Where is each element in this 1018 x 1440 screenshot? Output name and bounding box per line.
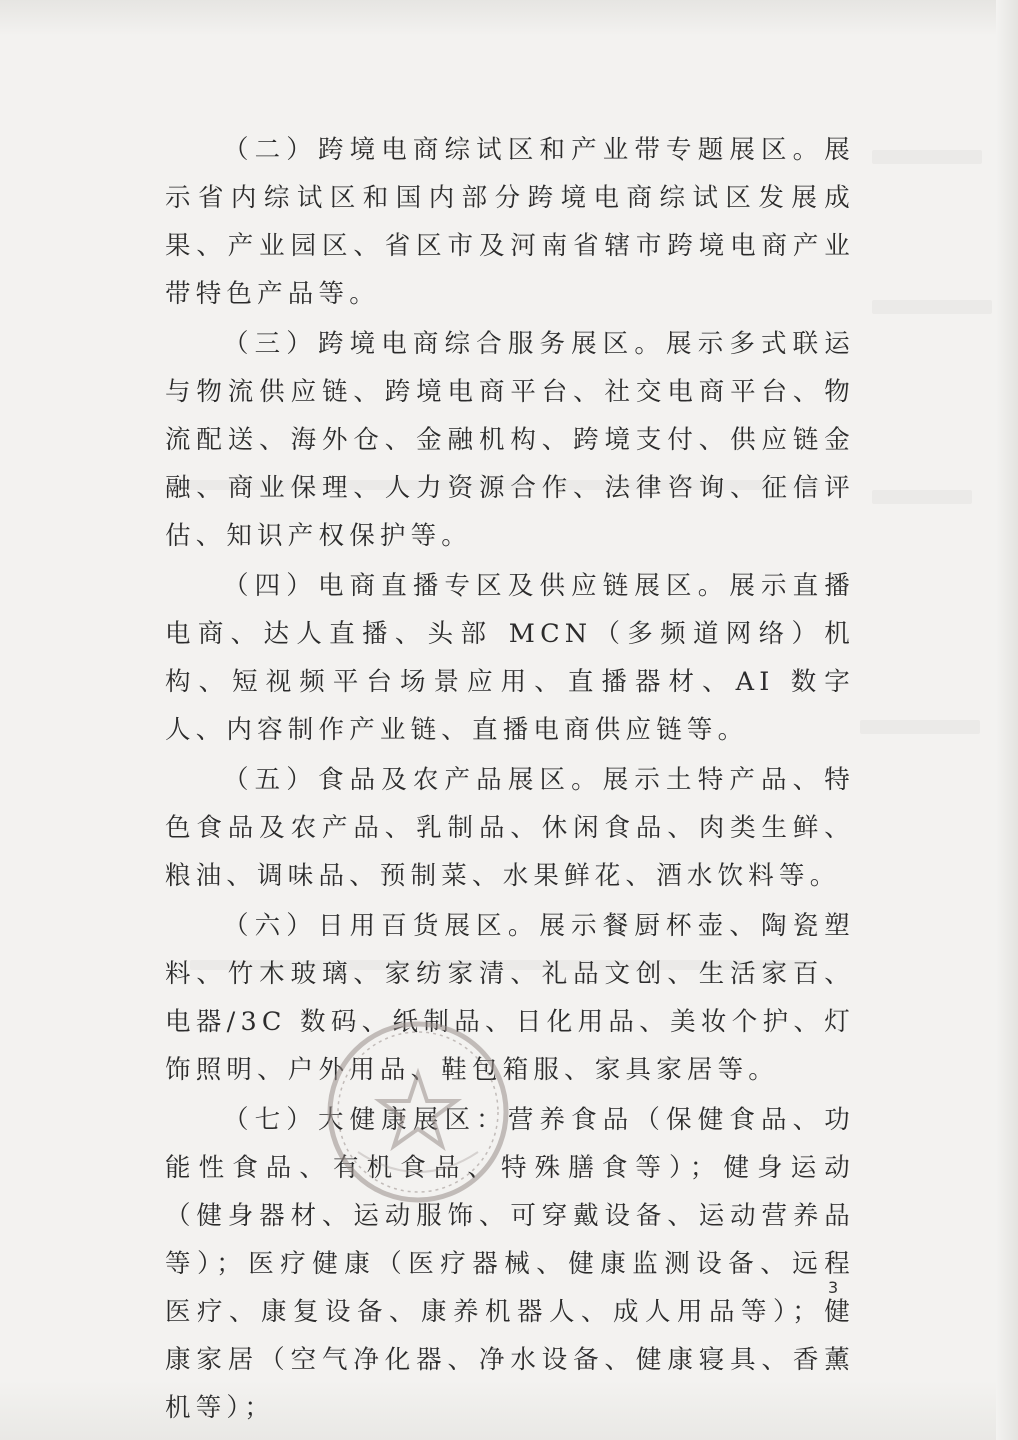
page-number: 3 xyxy=(828,1278,839,1297)
paragraph-zone-3: （三）跨境电商综合服务展区。展示多式联运与物流供应链、跨境电商平台、社交电商平台、物流配送、海外仓、金融机构、跨境支付、供应链金融、商业保理、人力资源合作、法律咨询、征信评估、知识产权保护等。 xyxy=(165,329,855,551)
show-through-mark xyxy=(872,300,992,314)
document-body xyxy=(165,126,855,1434)
show-through-mark xyxy=(872,490,972,504)
scan-edge-right xyxy=(996,0,1018,1440)
paragraph-zone-4: （四）电商直播专区及供应链展区。展示直播电商、达人直播、头部 MCN（多频道网络）机构、短视频平台场景应用、直播器材、AI 数字人、内容制作产业链、直播电商供应链等。 xyxy=(165,571,855,745)
paragraph-zone-6: （六）日用百货展区。展示餐厨杯壶、陶瓷塑料、竹木玻璃、家纺家清、礼品文创、生活家百、电器/3C 数码、纸制品、日化用品、美妆个护、灯饰照明、户外用品、鞋包箱服、家具家居等。 xyxy=(165,911,855,1085)
show-through-mark xyxy=(860,720,980,734)
paragraph-zone-5: （五）食品及农产品展区。展示土特产品、特色食品及农产品、乳制品、休闲食品、肉类生鲜、粮油、调味品、预制菜、水果鲜花、酒水饮料等。 xyxy=(165,765,855,891)
show-through-mark xyxy=(872,150,982,164)
scan-edge-top xyxy=(0,0,1018,36)
paragraph-zone-7: （七）大健康展区：营养食品（保健食品、功能性食品、有机食品、特殊膳食等）；健身运动（健身器材、运动服饰、可穿戴设备、运动营养品等）；医疗健康（医疗器械、健康监测设备、远程医疗、康复设备、康养机器人、成人用品等）；健康家居（空气净化器、净水设备、健康寝具、香薰机等）； xyxy=(165,1105,855,1423)
paragraph-zone-2: （二）跨境电商综试区和产业带专题展区。展示省内综试区和国内部分跨境电商综试区发展成果、产业园区、省区市及河南省辖市跨境电商产业带特色产品等。 xyxy=(165,135,855,309)
